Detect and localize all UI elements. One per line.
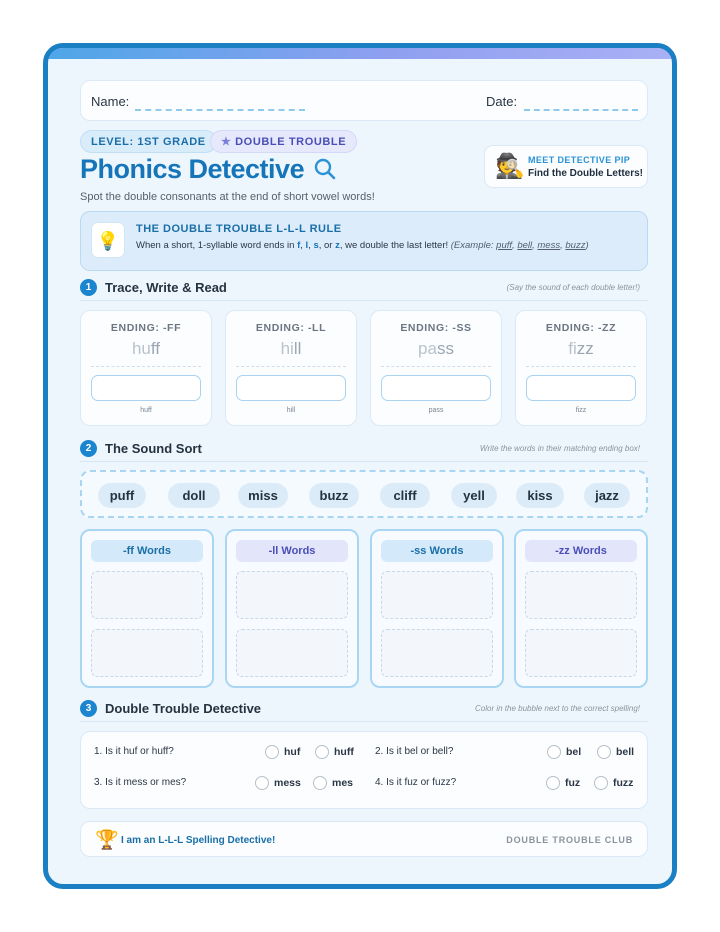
read-word: huff (140, 407, 152, 414)
word-chip[interactable]: buzz (309, 483, 359, 508)
sort-box-header: -ff Words (91, 540, 203, 562)
rule-text-start: When a short, 1-syllable word ends in (136, 240, 298, 251)
rule-text: When a short, 1-syllable word ends in f, l, s, or z, we double the last letter! (Example: puff, bell, mess, buzz) (136, 240, 589, 251)
magnifier-icon (313, 157, 337, 181)
answer-bubble[interactable] (547, 745, 561, 759)
trace-double: ss (436, 339, 454, 358)
rule-text-end: , we double the last letter! (339, 240, 449, 251)
section-1-title: Trace, Write & Read (105, 280, 227, 295)
page-subtitle: Spot the double consonants at the end of short vowel words! (80, 191, 375, 203)
sort-box-ff (80, 529, 214, 688)
example-prefix: (Example: (450, 240, 497, 251)
sort-box-ll (225, 529, 359, 688)
sort-slot[interactable] (91, 571, 203, 619)
trace-ending: ENDING: -LL (255, 322, 327, 334)
read-word: pass (428, 407, 444, 414)
quiz-question: 4. Is it fuz or fuzz? (375, 777, 457, 788)
rule-box (80, 211, 648, 271)
answer-bubble[interactable] (265, 745, 279, 759)
sort-slot[interactable] (525, 629, 637, 677)
rule-letter: s (313, 240, 319, 251)
word-chip[interactable]: doll (168, 483, 220, 508)
section-2-title: The Sound Sort (105, 441, 202, 456)
trace-double: ff (150, 339, 161, 358)
word-bank (80, 470, 648, 518)
rule-examples: (Example: puff, bell, mess, buzz) (450, 240, 589, 251)
sort-box-zz (514, 529, 648, 688)
date-label: Date: (486, 94, 518, 109)
trace-card-zz (515, 310, 647, 426)
write-box[interactable] (236, 375, 346, 401)
sort-slot[interactable] (381, 571, 493, 619)
section-1-number: 1 (80, 279, 97, 296)
quiz-question: 1. Is it huf or huff? (94, 746, 174, 757)
detective-icon: 🕵️ (495, 153, 525, 180)
theme-badge (210, 130, 357, 153)
sort-slot[interactable] (236, 571, 348, 619)
answer-option: mess (274, 777, 301, 789)
answer-bubble[interactable] (546, 776, 560, 790)
date-field[interactable] (524, 109, 638, 111)
trace-ending: ENDING: -SS (400, 322, 472, 334)
answer-option: huff (334, 746, 354, 758)
answer-bubble[interactable] (255, 776, 269, 790)
theme-badge-label: DOUBLE TROUBLE (235, 136, 347, 148)
trace-divider (381, 366, 491, 367)
footer-text: I am an L-L-L Spelling Detective! (121, 835, 276, 846)
trace-divider (526, 366, 636, 367)
name-field[interactable] (135, 109, 305, 111)
section-2-number: 2 (80, 440, 97, 457)
trace-word (81, 339, 211, 359)
answer-option: mes (332, 777, 354, 789)
word-chip[interactable]: yell (451, 483, 497, 508)
trophy-icon: 🏆 (95, 830, 119, 851)
section-3-divider (80, 721, 648, 722)
trace-double: ll (293, 339, 302, 358)
trace-divider (236, 366, 346, 367)
answer-bubble[interactable] (597, 745, 611, 759)
rule-letter: l (305, 240, 309, 251)
trace-divider (91, 366, 201, 367)
sort-box-header: -ll Words (236, 540, 348, 562)
answer-option: fuzz (613, 777, 634, 789)
rule-letter: f (297, 240, 301, 251)
top-gradient-band (48, 48, 672, 59)
answer-bubble[interactable] (313, 776, 327, 790)
sort-slot[interactable] (381, 629, 493, 677)
word-chip[interactable]: jazz (584, 483, 630, 508)
sort-slot[interactable] (91, 629, 203, 677)
mascot-subtitle: Find the Double Letters! (528, 168, 643, 179)
trace-stem: pa (418, 339, 437, 358)
trace-double: zz (576, 339, 594, 358)
mascot-title: MEET DETECTIVE PIP (528, 155, 631, 165)
sort-box-header: -ss Words (381, 540, 493, 562)
trace-stem: hu (131, 339, 151, 358)
trace-card-ll (225, 310, 357, 426)
name-date-bar (80, 80, 648, 121)
trace-ending: ENDING: -FF (110, 322, 182, 334)
trace-word (371, 339, 501, 359)
mascot-card (484, 145, 648, 188)
quiz-question: 2. Is it bel or bell? (375, 746, 454, 757)
rule-letter: z (335, 240, 340, 251)
answer-option: fuz (565, 777, 581, 789)
example-word: mess (537, 240, 561, 251)
level-badge: LEVEL: 1ST GRADE (80, 130, 217, 153)
answer-option: bel (566, 746, 582, 758)
lightbulb-icon: 💡 (91, 222, 125, 258)
spelling-quiz (80, 731, 648, 809)
section-3-number: 3 (80, 700, 97, 717)
section-2-note: Write the words in their matching ending box! (479, 444, 640, 453)
sort-slot[interactable] (525, 571, 637, 619)
word-chip[interactable]: miss (238, 483, 288, 508)
answer-option: huf (284, 746, 301, 758)
trace-card-ss (370, 310, 502, 426)
page-title-text: Phonics Detective (80, 154, 305, 184)
page-title (80, 154, 337, 185)
quiz-question: 3. Is it mess or mes? (94, 777, 187, 788)
section-1-note: (Say the sound of each double letter!) (506, 283, 640, 292)
section-2-divider (80, 461, 648, 462)
star-icon: ★ (221, 136, 232, 148)
section-3-note: Color in the bubble next to the correct spelling! (475, 704, 640, 713)
footer-banner (80, 821, 648, 857)
sort-box-header: -zz Words (525, 540, 637, 562)
answer-bubble[interactable] (594, 776, 608, 790)
write-box[interactable] (526, 375, 636, 401)
answer-bubble[interactable] (315, 745, 329, 759)
section-1-divider (80, 300, 648, 301)
trace-word (516, 339, 646, 359)
name-label: Name: (91, 94, 130, 109)
answer-option: bell (616, 746, 635, 758)
write-box[interactable] (381, 375, 491, 401)
section-3-title: Double Trouble Detective (105, 701, 262, 716)
read-word: fizz (575, 407, 587, 414)
trace-ending: ENDING: -ZZ (545, 322, 617, 334)
example-word: puff (496, 240, 513, 251)
worksheet (43, 43, 677, 889)
trace-stem: fi (568, 339, 577, 358)
word-chip[interactable]: kiss (516, 483, 564, 508)
example-word: bell (517, 240, 533, 251)
word-chip[interactable]: cliff (380, 483, 430, 508)
read-word: hill (286, 407, 296, 414)
word-chip[interactable]: puff (98, 483, 146, 508)
sort-box-ss (370, 529, 504, 688)
sort-slot[interactable] (236, 629, 348, 677)
trace-card-ff (80, 310, 212, 426)
example-word: buzz (565, 240, 586, 251)
write-box[interactable] (91, 375, 201, 401)
example-suffix: ) (585, 240, 589, 251)
trace-stem: hi (280, 339, 294, 358)
rule-title: THE DOUBLE TROUBLE L-L-L RULE (136, 223, 342, 235)
trace-word (226, 339, 356, 359)
club-name: DOUBLE TROUBLE CLUB (506, 835, 633, 845)
